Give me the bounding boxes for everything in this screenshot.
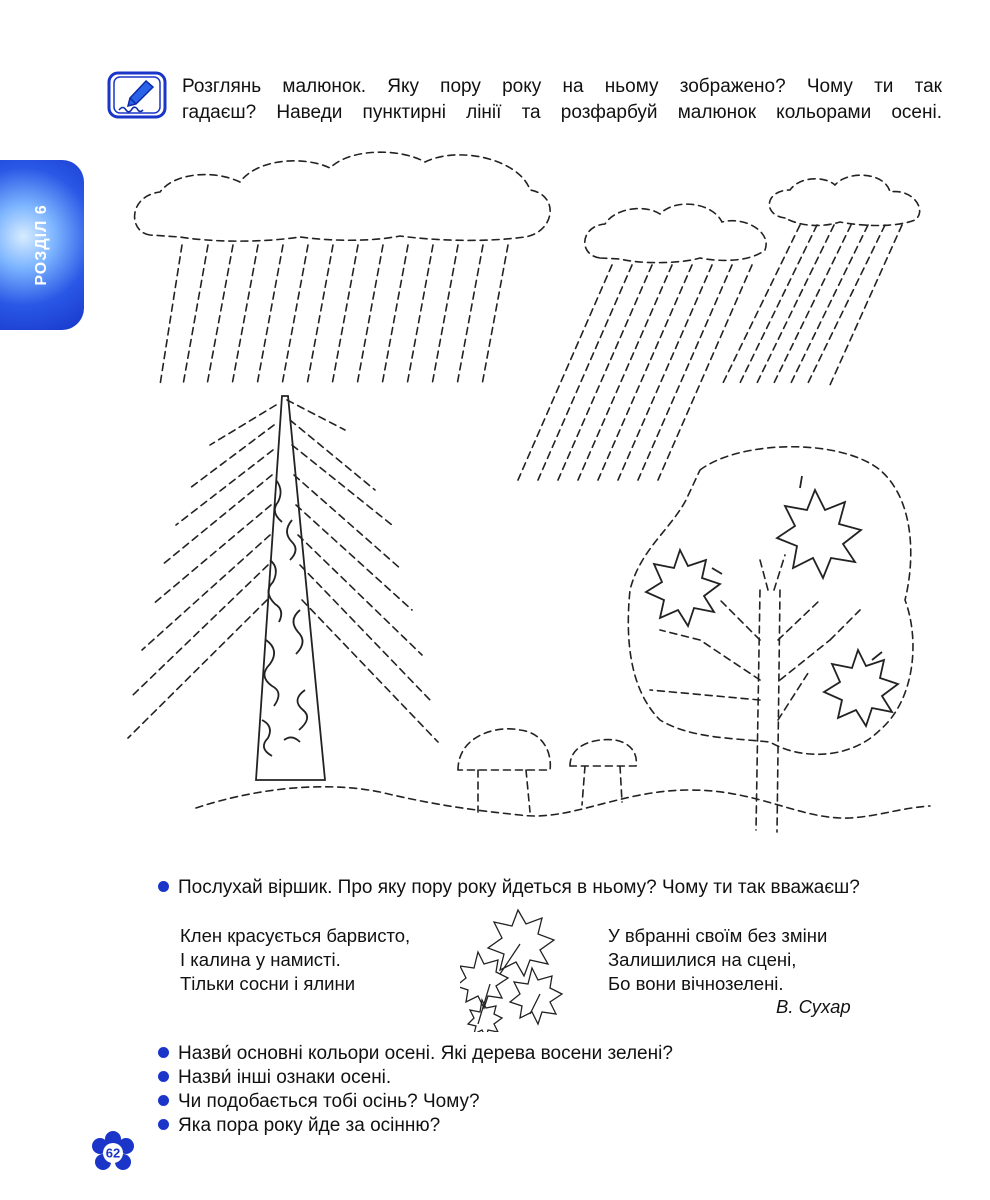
poem-line: І калина у намисті. — [180, 949, 341, 970]
question-text: Чи подобається тобі осінь? Чому? — [178, 1091, 480, 1112]
section-tab-label: РОЗДІЛ 6 — [33, 204, 50, 286]
question-text: Назви́ основні кольори осені. Які дерева восени зелені? — [178, 1043, 673, 1064]
poem-left-column — [180, 924, 410, 996]
maple-leaf-icon — [824, 650, 898, 726]
question-text: Яка пора року йде за осінню? — [178, 1115, 441, 1136]
task-line: гадаєш? Наведи пунктирні лінії та розфарбуй малюнок кольорами осені. — [182, 102, 942, 123]
mushroom-icon — [458, 729, 550, 812]
page-number: 62 — [105, 1145, 121, 1161]
listen-prompt-text: Послухай віршик. Про яку пору року йдеться в ньому? Чому ти так вважаєш? — [178, 877, 860, 898]
question-item — [158, 1090, 480, 1114]
bullet-dot-icon — [158, 1119, 169, 1130]
question-text: Назви́ інші ознаки осені. — [178, 1067, 392, 1088]
poem-line: Бо вони вічнозелені. — [608, 973, 784, 994]
listen-prompt — [158, 876, 860, 900]
rain-cloud-icon — [769, 175, 919, 225]
maple-leaf-icon — [460, 904, 576, 1032]
poem-right-column — [608, 924, 827, 996]
poem-line: Залишилися на сцені, — [608, 949, 797, 970]
rain-cloud-icon — [135, 152, 551, 241]
bullet-dot-icon — [158, 881, 169, 892]
poem-line: Тільки сосни і ялини — [180, 973, 356, 994]
maple-leaf-icon — [646, 550, 720, 626]
question-item — [158, 1042, 673, 1066]
poem-author: В. Сухар — [776, 996, 851, 1017]
maple-leaf-icon — [777, 490, 861, 578]
question-item — [158, 1114, 440, 1138]
task-line: Розглянь малюнок. Яку пору року на ньому зображено? Чому ти так — [182, 76, 942, 97]
mushroom-icon — [570, 740, 636, 805]
bullet-dot-icon — [158, 1095, 169, 1106]
rain-cloud-icon — [585, 204, 766, 263]
poem-line: Клен красується барвисто, — [180, 925, 411, 946]
bullet-dot-icon — [158, 1047, 169, 1058]
bullet-dot-icon — [158, 1071, 169, 1082]
deciduous-tree-icon — [628, 447, 913, 755]
question-item — [158, 1066, 391, 1090]
poem-line: У вбранні своїм без зміни — [608, 925, 828, 946]
